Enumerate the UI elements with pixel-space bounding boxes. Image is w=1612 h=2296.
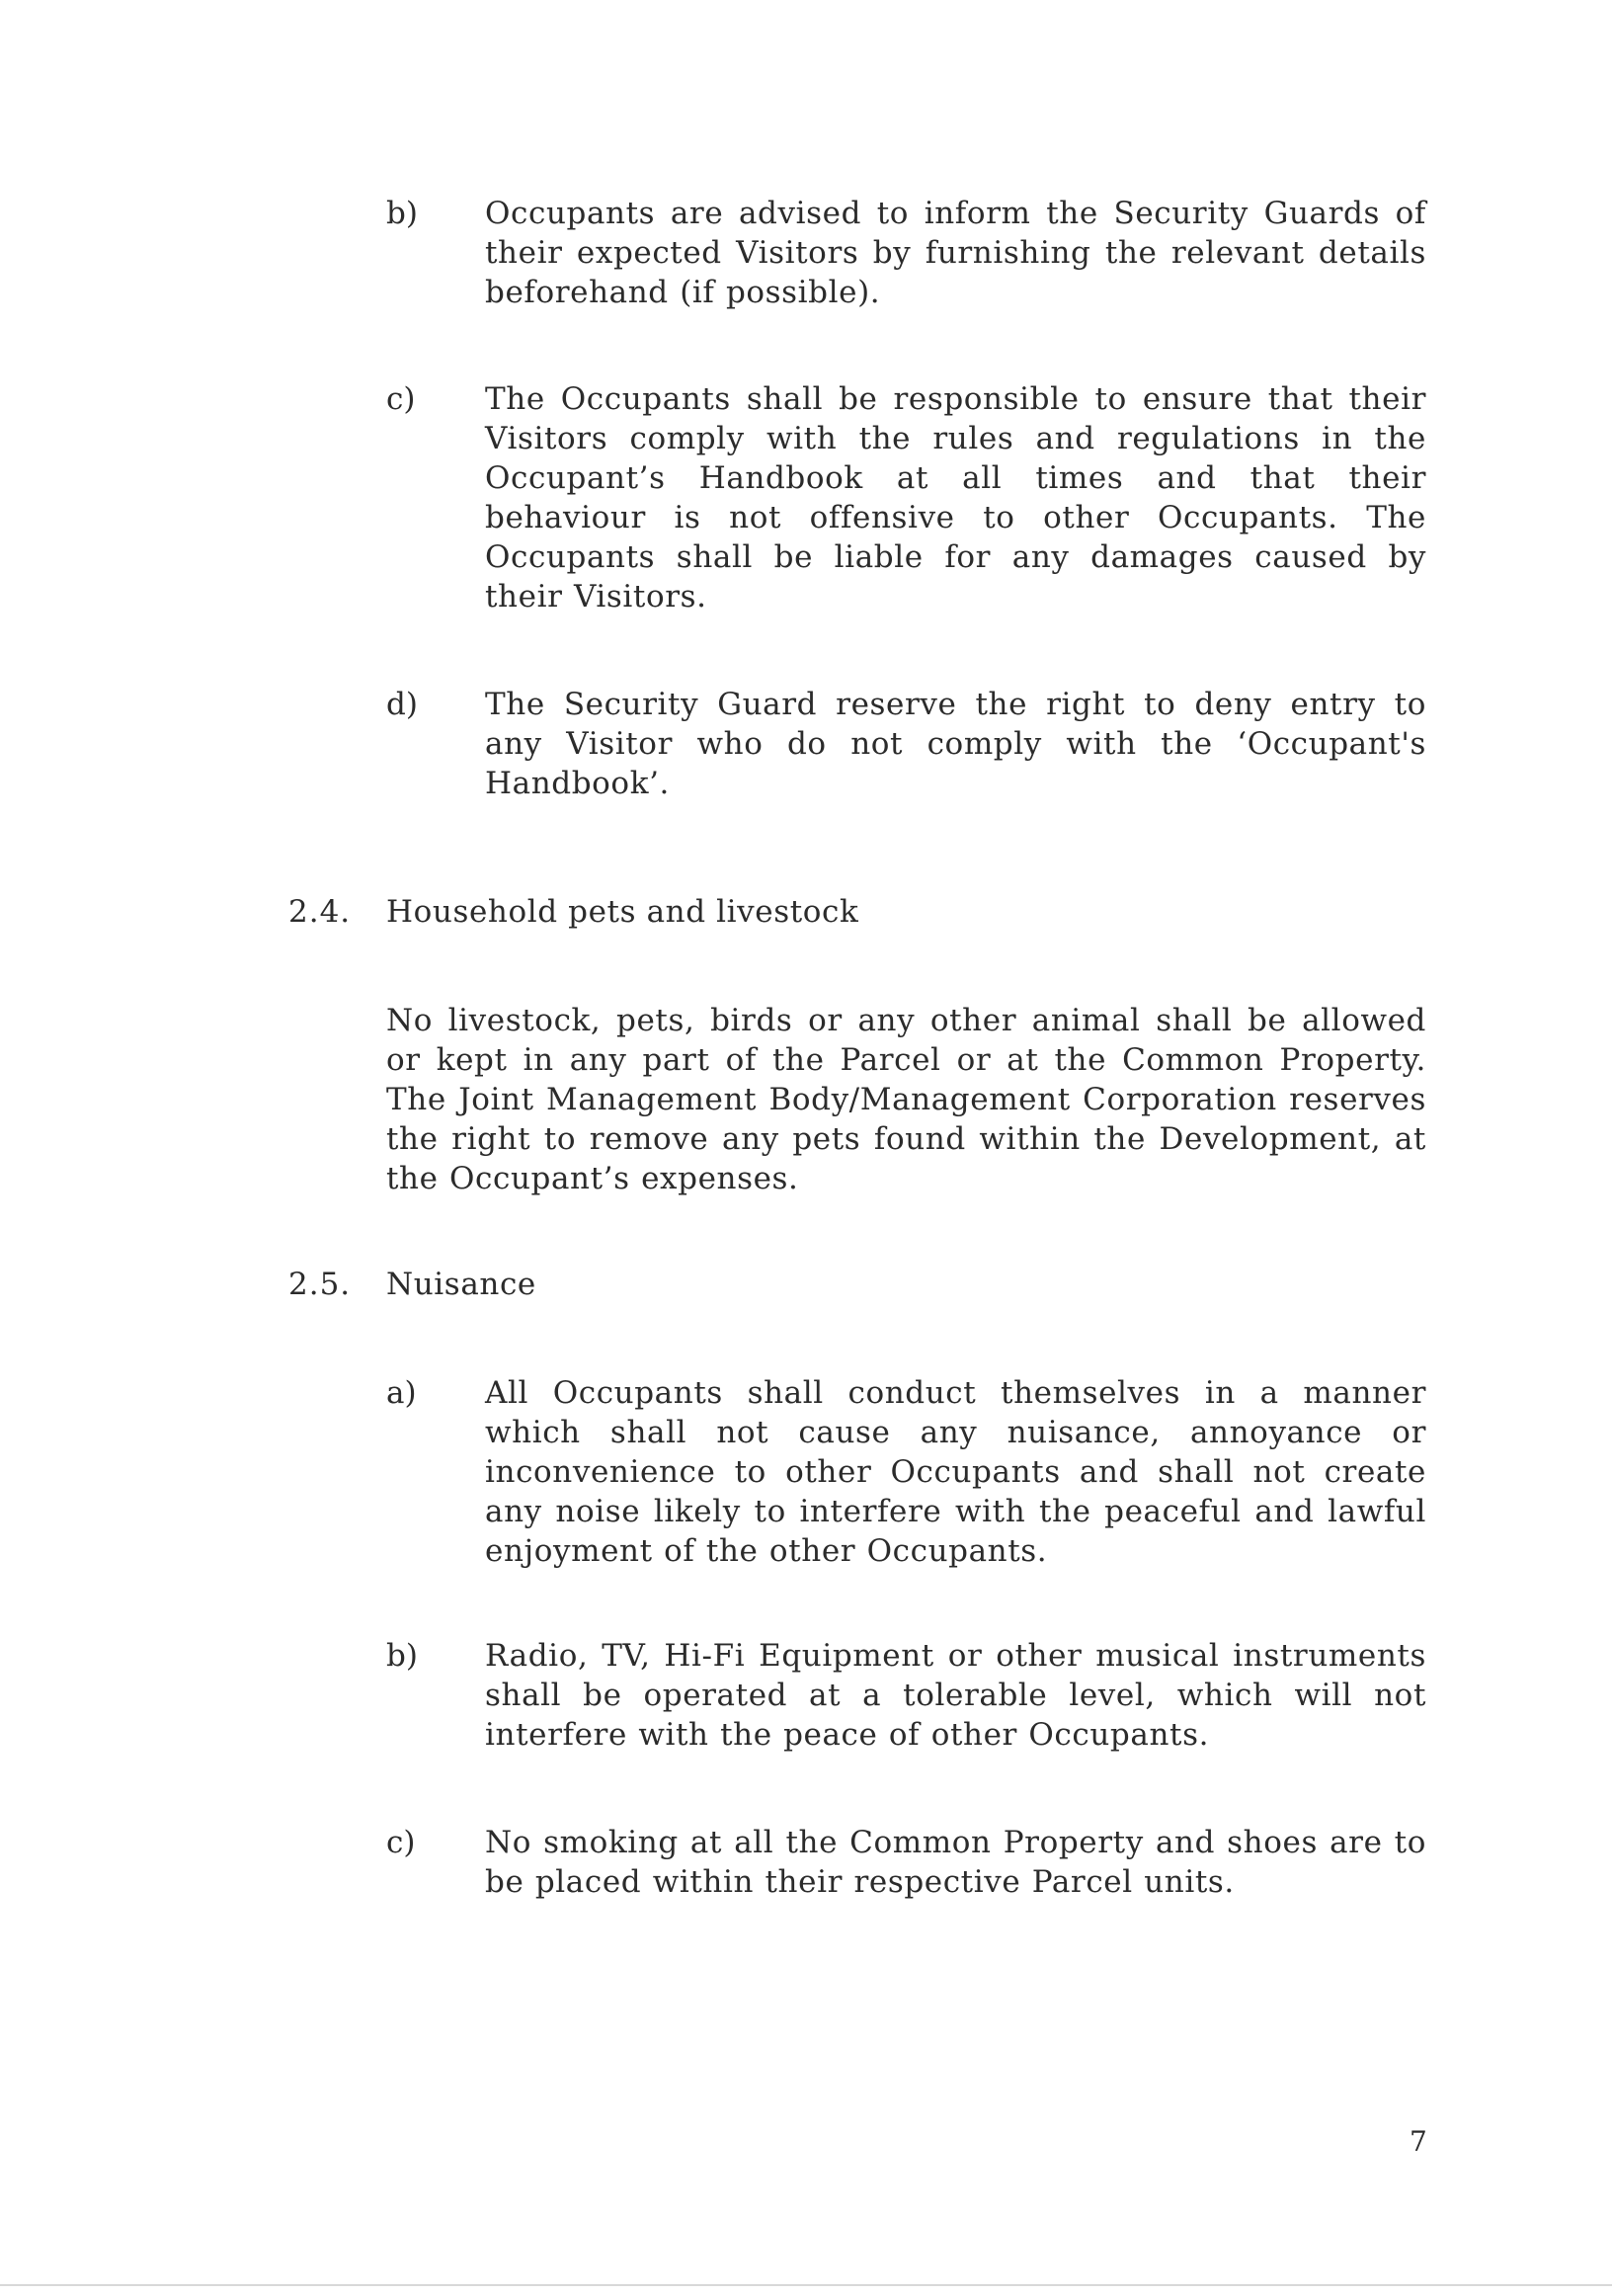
item-text-2-3-d: The Security Guard reserve the right to deny entry to any Visitor who do not comply with the ‘Occupant's Handbook’. — [485, 687, 1426, 801]
section-title-2-4: Household pets and livestock — [386, 894, 859, 930]
item-label-2-3-c: c) — [386, 381, 416, 417]
item-label-2-5-b: b) — [386, 1638, 418, 1674]
item-label-2-5-c: c) — [386, 1825, 416, 1860]
section-title-2-5: Nuisance — [386, 1267, 536, 1302]
item-text-2-5-a: All Occupants shall conduct themselves in a manner which shall not cause any nuisance, annoyance or inconvenience to other Occupants and shall not create any noise likely to interfere with the peaceful and lawful enjoyment of the other Occupants. — [485, 1375, 1426, 1569]
item-text-2-5-c: No smoking at all the Common Property and shoes are to be placed within their respective Parcel units. — [485, 1825, 1426, 1900]
item-text-2-3-b: Occupants are advised to inform the Security Guards of their expected Visitors by furnishing the relevant details beforehand (if possible). — [485, 196, 1426, 310]
item-label-2-3-b: b) — [386, 196, 418, 231]
item-text-2-3-c: The Occupants shall be responsible to ensure that their Visitors comply with the rules and regulations in the Occupant’s Handbook at all times and that their behaviour is not offensive to other Occupants. The Occupants shall be liable for any damages caused by their Visitors. — [485, 381, 1426, 615]
scan-bottom-edge — [0, 2284, 1612, 2286]
item-label-2-5-a: a) — [386, 1375, 417, 1411]
page-number: 7 — [1410, 2125, 1427, 2158]
section-number-2-4: 2.4. — [288, 894, 352, 930]
section-number-2-5: 2.5. — [288, 1267, 352, 1302]
item-text-2-5-b: Radio, TV, Hi-Fi Equipment or other musical instruments shall be operated at a tolerable level, which will not interfere with the peace of other Occupants. — [485, 1638, 1426, 1753]
item-label-2-3-d: d) — [386, 687, 418, 722]
section-body-2-4: No livestock, pets, birds or any other animal shall be allowed or kept in any part of the Parcel or at the Common Property. The Joint Management Body/Management Corporation reserves the right to remove any pets found within the Development, at the Occupant’s expenses. — [386, 1003, 1426, 1196]
